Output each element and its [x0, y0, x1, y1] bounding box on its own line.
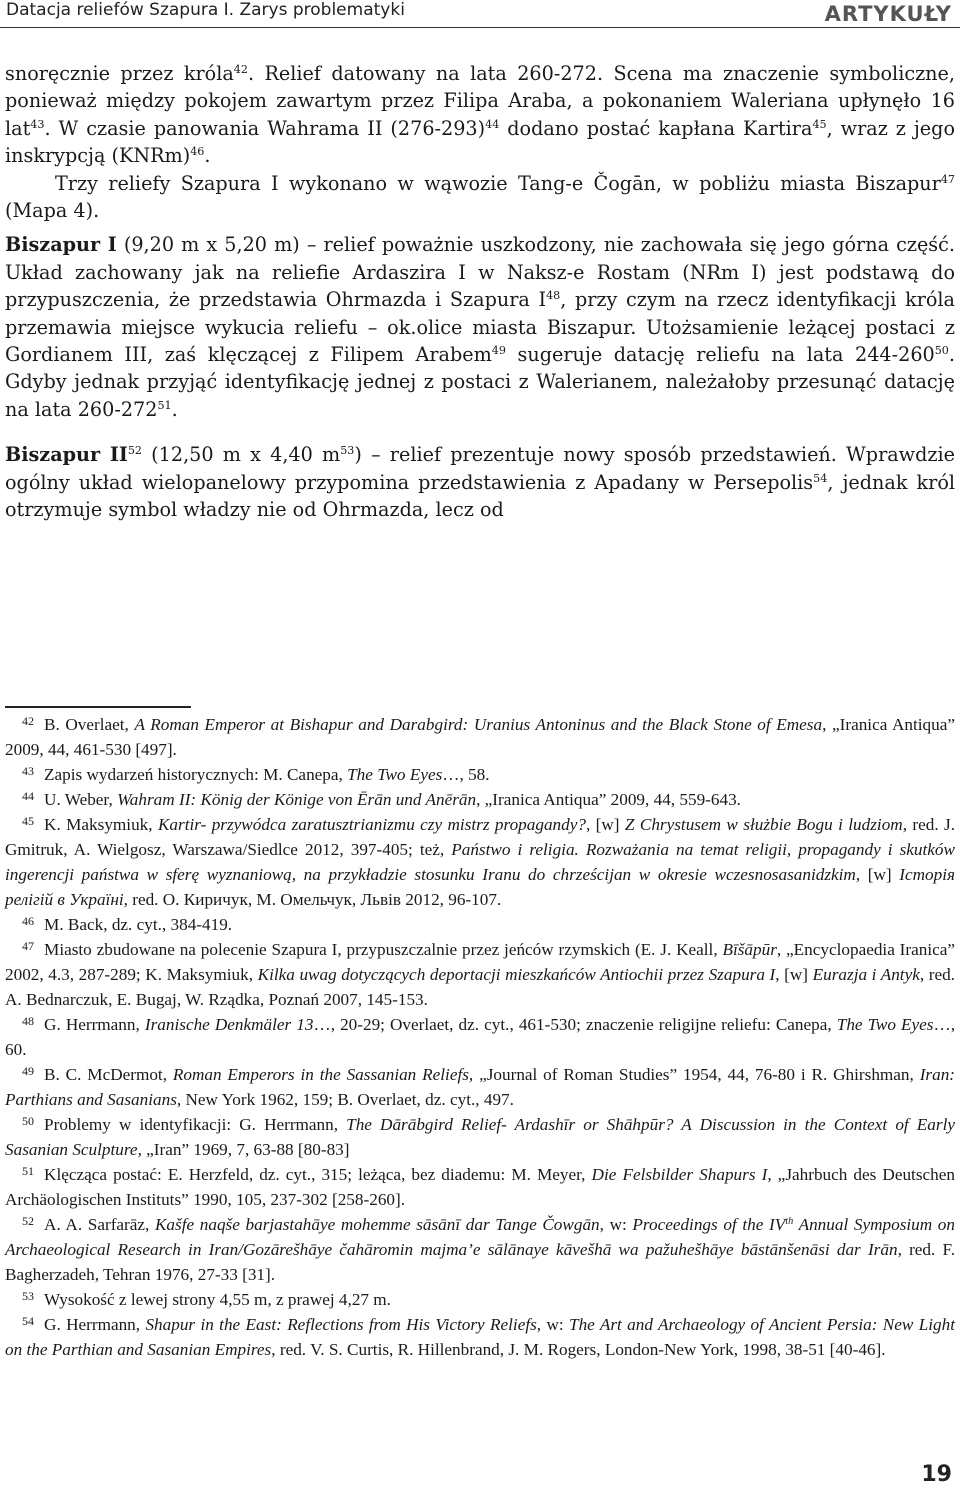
footnote-ref: 48	[546, 289, 561, 303]
footnote-54: $^{54}$ G. Herrmann, Shapur in the East: Reflections from His Victory Reliefs, w: The Art and Archaeology of Ancient Persia: New Light on the Parthian and Sasanian Empires, red. V. S. Curtis, R. Hillenbrand, J. M. Rogers, London-New York, 1998, 38-51 [40-46].	[5, 1313, 955, 1359]
paragraph-2: Trzy reliefy Szapura I wykonano w wąwozie Tang-e Čogān, w pobliżu miasta Biszapur$^{47}$ (Mapa 4).	[5, 171, 955, 223]
footnote-53: $^{53}$ Wysokość z lewej strony 4,55 m, z prawej 4,27 m.	[22, 1288, 391, 1309]
footnote-50: $^{50}$ Problemy w identyfikacji: G. Herrmann, The Dārābgird Relief- Ardashīr or Shāhpūr? A Discussion in the Context of Early Sasanian Sculpture, „Iran” 1969, 7, 63-88 [80-83]	[5, 1113, 955, 1159]
main-text	[5, 60, 955, 524]
footnote-42: $^{42}$ B. Overlaet, A Roman Emperor at Bishapur and Darabgird: Uranius Antoninus and the Black Stone of Emesa, „Iranica Antiqua” 2009, 44, 461-530 [497].	[5, 713, 955, 759]
footnote-ref: 46	[190, 145, 205, 159]
paragraph-4: Biszapur II$^{52}$ (12,50 m x 4,40 $m^{53}$) – relief prezentuje nowy sposób przedstawień. Wprawdzie ogólny układ wielopanelowy przypomina przedstawienia z Apadany w Persepolis$^{54}$, jednak król otrzymuje symbol władzy nie od Ohrmazda, lecz od	[5, 443, 956, 522]
paragraph-3: Biszapur I (9,20 m x 5,20 m) – relief poważnie uszkodzony, nie zachowała się jego górna część. Układ zachowany jak na reliefie Ardaszira I w Naksz-e Rostam (NRm I) jest podstawą do przypuszczenia, że przedstawia Ohrmazda i Szapura $I^{48}$, przy czym na rzecz identyfikacji króla przemawia miejsce wykucia reliefu – ok.olice miasta Biszapur. Utożsamienie leżącej postaci z Gordianem III, zaś klęczącej z Filipem Arabem$^{49}$ sugeruje datację reliefu na lata $244-260^{50}$. Gdyby jednak przyjąć identyfikację jednej z postaci z Walerianem, należałoby przesunąć datację na lata $260-272^{51}$.	[5, 233, 955, 421]
section-label: ARTYKUŁY	[824, 2, 952, 26]
footnote-ref: 47	[940, 172, 955, 186]
relief-name: Biszapur I	[5, 233, 117, 257]
footnote-44: $^{44}$ U. Weber, Wahram II: König der Könige von Ērān und Anērān, „Iranica Antiqua” 2009, 44, 559-643.	[22, 788, 741, 809]
footnote-ref: 54	[813, 471, 828, 485]
footnote-ref: 44	[485, 117, 500, 131]
footnote-ref: 53	[340, 444, 355, 458]
footnote-48: $^{48}$ G. Herrmann, Iranische Denkmäler 13…, 20-29; Overlaet, dz. cyt., 461-530; znaczenie religijne reliefu: Canepa, The Two Eyes…, 60.	[5, 1013, 955, 1059]
footnotes	[5, 712, 955, 1362]
header-rule	[0, 27, 960, 28]
footnote-ref: 42	[233, 63, 248, 77]
footnote-47: $^{47}$ Miasto zbudowane na polecenie Szapura I, przypuszczalnie przez jeńców rzymskich (E. J. Keall, Bīšāpūr, „Encyclopaedia Iranica” 2002, 4.3, 287-289; K. Maksymiuk, Kilka uwag dotyczących deportacji mieszkańców Antiochii przez Szapura I, [w] Eurazja i Antyk, red. A. Bednarczuk, E. Bugaj, W. Rządka, Poznań 2007, 145-153.	[5, 938, 955, 1009]
footnote-52: $^{52}$ A. A. Sarfarāz, Kašfe naqše barjastahāye mohemme sāsānī dar Tange Čowgān, w: Proceedings of the IVth Annual Symposium on Archaeological Research in Iran/Gozārešhāye čahāromin majma’e sālānaye kāvešhā wa pažuhešhāye bāstānšenāsi dar Irān, red. F. Bagherzadeh, Tehran 1976, 27-33 [31].	[5, 1213, 955, 1284]
footnote-ref: 45	[812, 117, 827, 131]
relief-name: Biszapur II	[5, 443, 128, 467]
footnote-46: $^{46}$ M. Back, dz. cyt., 384-419.	[22, 913, 233, 934]
page-number: 19	[921, 1462, 952, 1487]
paragraph-1: snoręcznie przez króla$^{42}$. Relief datowany na lata 260-272. Scena ma znaczenie symboliczne, ponieważ między pokojem zawartym przez Filipa Araba, a pokonaniem Waleriana upłynęło 16 lat$^{43}$. W czasie panowania Wahrama II $(276-293)^{44}$ dodano postać kapłana Kartira$^{45}$, wraz z jego inskrypcją (KNRm)$^{46}$.	[5, 62, 956, 168]
footnote-49: $^{49}$ B. C. McDermot, Roman Emperors in the Sassanian Reliefs, „Journal of Roman Studies” 1954, 44, 76-80 i R. Ghirshman, Iran: Parthians and Sasanians, New York 1962, 159; B. Overlaet, dz. cyt., 497.	[5, 1063, 956, 1109]
footnote-ref: 43	[30, 117, 45, 131]
footnote-ref: 51	[157, 398, 172, 412]
running-title: Datacja reliefów Szapura I. Zarys problematyki	[6, 0, 405, 20]
footnote-51: $^{51}$ Klęcząca postać: E. Herzfeld, dz. cyt., 315; leżąca, bez diademu: M. Meyer, Die Felsbilder Shapurs I, „Jahrbuch des Deutschen Archäologischen Instituts” 1990, 105, 237-302 [258-260].	[5, 1163, 955, 1209]
footnote-45: $^{45}$ K. Maksymiuk, Kartir- przywódca zaratusztrianizmu czy mistrz propagandy?, [w] Z Chrystusem w służbie Bogu i ludziom, red. J. Gmitruk, A. Wielgosz, Warszawa/Siedlce 2012, 397-405; też, Państwo i religia. Rozważania na temat religii, propagandy i skutków ingerencji państwa w sferę wyznaniową, na przykładzie stosunku Iranu do chrześcijan w okresie wczesnosasanidzkim, [w] Історія релігій в Україні, red. О. Киричук, М. Омельчук, Львів 2012, 96-107.	[5, 813, 956, 909]
footnote-separator	[5, 706, 191, 708]
footnote-ref: 50	[934, 344, 949, 358]
footnote-ref: 52	[127, 444, 142, 458]
footnote-43: $^{43}$ Zapis wydarzeń historycznych: M. Canepa, The Two Eyes…, 58.	[22, 763, 490, 784]
footnote-ref: 49	[491, 344, 506, 358]
